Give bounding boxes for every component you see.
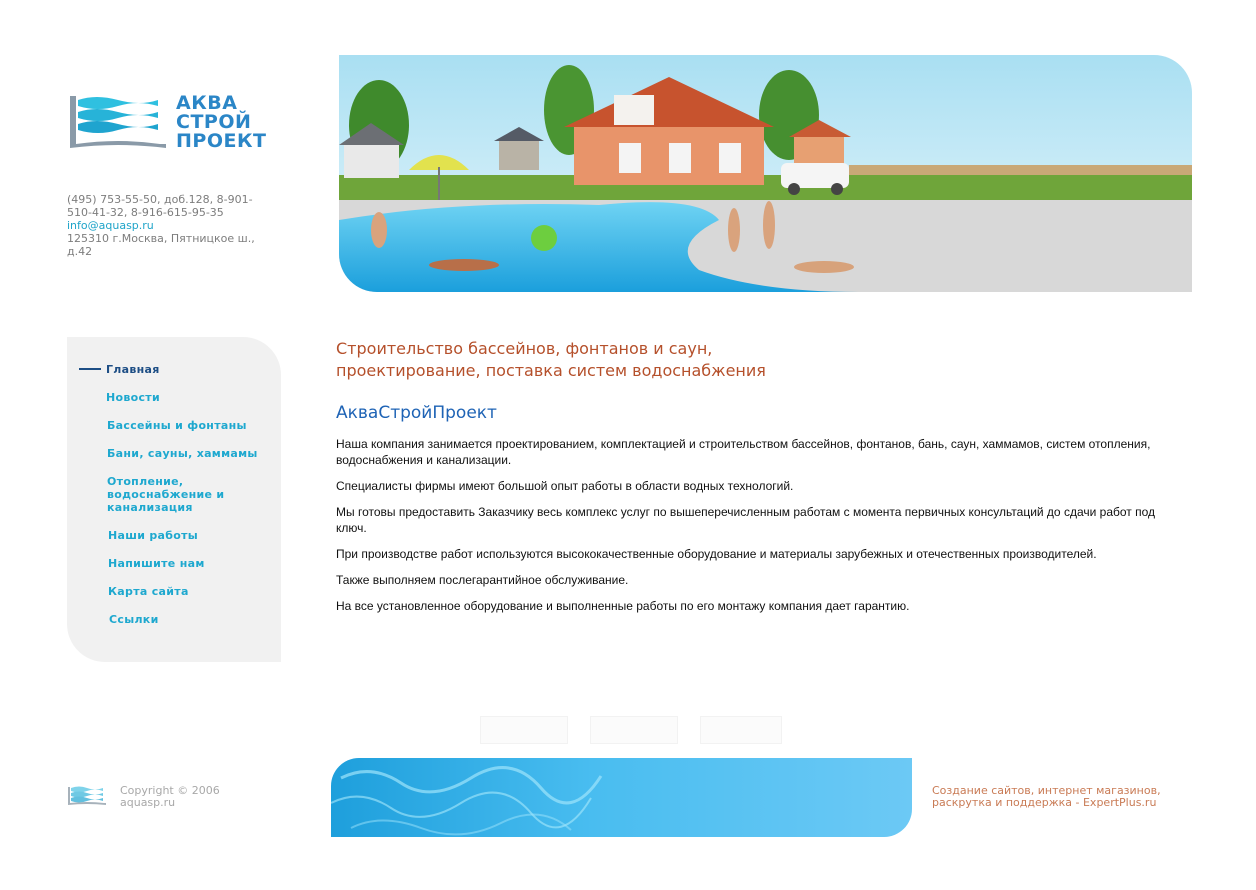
nav-item-sitemap[interactable]: Карта сайта — [108, 585, 189, 598]
nav-item-links[interactable]: Ссылки — [109, 613, 159, 626]
company-heading: АкваСтройПроект — [336, 403, 497, 423]
counter-badge[interactable] — [700, 716, 782, 744]
sidebar-nav — [67, 337, 281, 662]
credits-line: Создание сайтов, интернет магазинов, — [932, 784, 1161, 797]
address: 125310 г.Москва, Пятницкое ш., д.42 — [67, 232, 255, 258]
copyright-line: Copyright © 2006 — [120, 784, 220, 797]
footer-water-image — [331, 758, 912, 837]
counter-badge[interactable] — [590, 716, 678, 744]
nav-item-our-works[interactable]: Наши работы — [108, 529, 199, 542]
email-link[interactable]: info@aquasp.ru — [67, 219, 154, 232]
nav-item-heating-water[interactable]: Отопление, водоснабжение и канализация — [107, 475, 225, 514]
paragraph: При производстве работ используются высококачественные оборудование и материалы зарубежных и отечественных производителей. — [336, 547, 1097, 561]
nav-item-home[interactable]: Главная — [106, 363, 160, 376]
paragraph: Мы готовы предоставить Заказчику весь комплекс услуг по вышеперечисленным работам с момента первичных консультаций до сдачи работ под ключ. — [336, 505, 1156, 535]
header-banner-image — [339, 55, 1192, 292]
logo-line-2: СТРОЙ — [176, 111, 252, 133]
nav-item-contact[interactable]: Напишите нам — [108, 557, 205, 570]
phone-numbers: (495) 753-55-50, доб.128, 8-901-510-41-32, 8-916-615-95-35 — [67, 193, 253, 219]
copyright — [120, 785, 220, 809]
paragraph: Также выполняем послегарантийное обслуживание. — [336, 573, 629, 587]
contact-info — [67, 193, 272, 258]
counter-badge[interactable] — [480, 716, 568, 744]
paragraph: Специалисты фирмы имеют большой опыт работы в области водных технологий. — [336, 479, 794, 493]
paragraph: Наша компания занимается проектированием, комплектацией и строительством бассейнов, фонтанов, бань, саун, хаммамов, систем отопления, водоснабжения и канализации. — [336, 437, 1151, 467]
content-text — [336, 436, 1176, 624]
paragraph: На все установленное оборудование и выполненные работы по его монтажу компания дает гарантию. — [336, 599, 910, 613]
copyright-domain: aquasp.ru — [120, 796, 176, 809]
logo-line-1: АКВА — [176, 92, 238, 114]
water-waves-small-icon — [67, 785, 107, 807]
active-indicator — [79, 368, 101, 370]
developer-credits[interactable] — [932, 785, 1182, 809]
footer-logo — [67, 785, 107, 807]
nav-item-news[interactable]: Новости — [106, 391, 160, 404]
nav-item-pools-fountains[interactable]: Бассейны и фонтаны — [107, 419, 247, 432]
page-title: Строительство бассейнов, фонтанов и саун, проектирование, поставка систем водоснабжения — [336, 339, 766, 380]
logo-text — [176, 94, 266, 151]
logo-line-3: ПРОЕКТ — [176, 130, 267, 152]
nav-item-saunas[interactable]: Бани, сауны, хаммамы — [107, 447, 258, 460]
credits-line: раскрутка и поддержка - ExpertPlus.ru — [932, 796, 1157, 809]
water-waves-logo-icon — [68, 92, 168, 152]
